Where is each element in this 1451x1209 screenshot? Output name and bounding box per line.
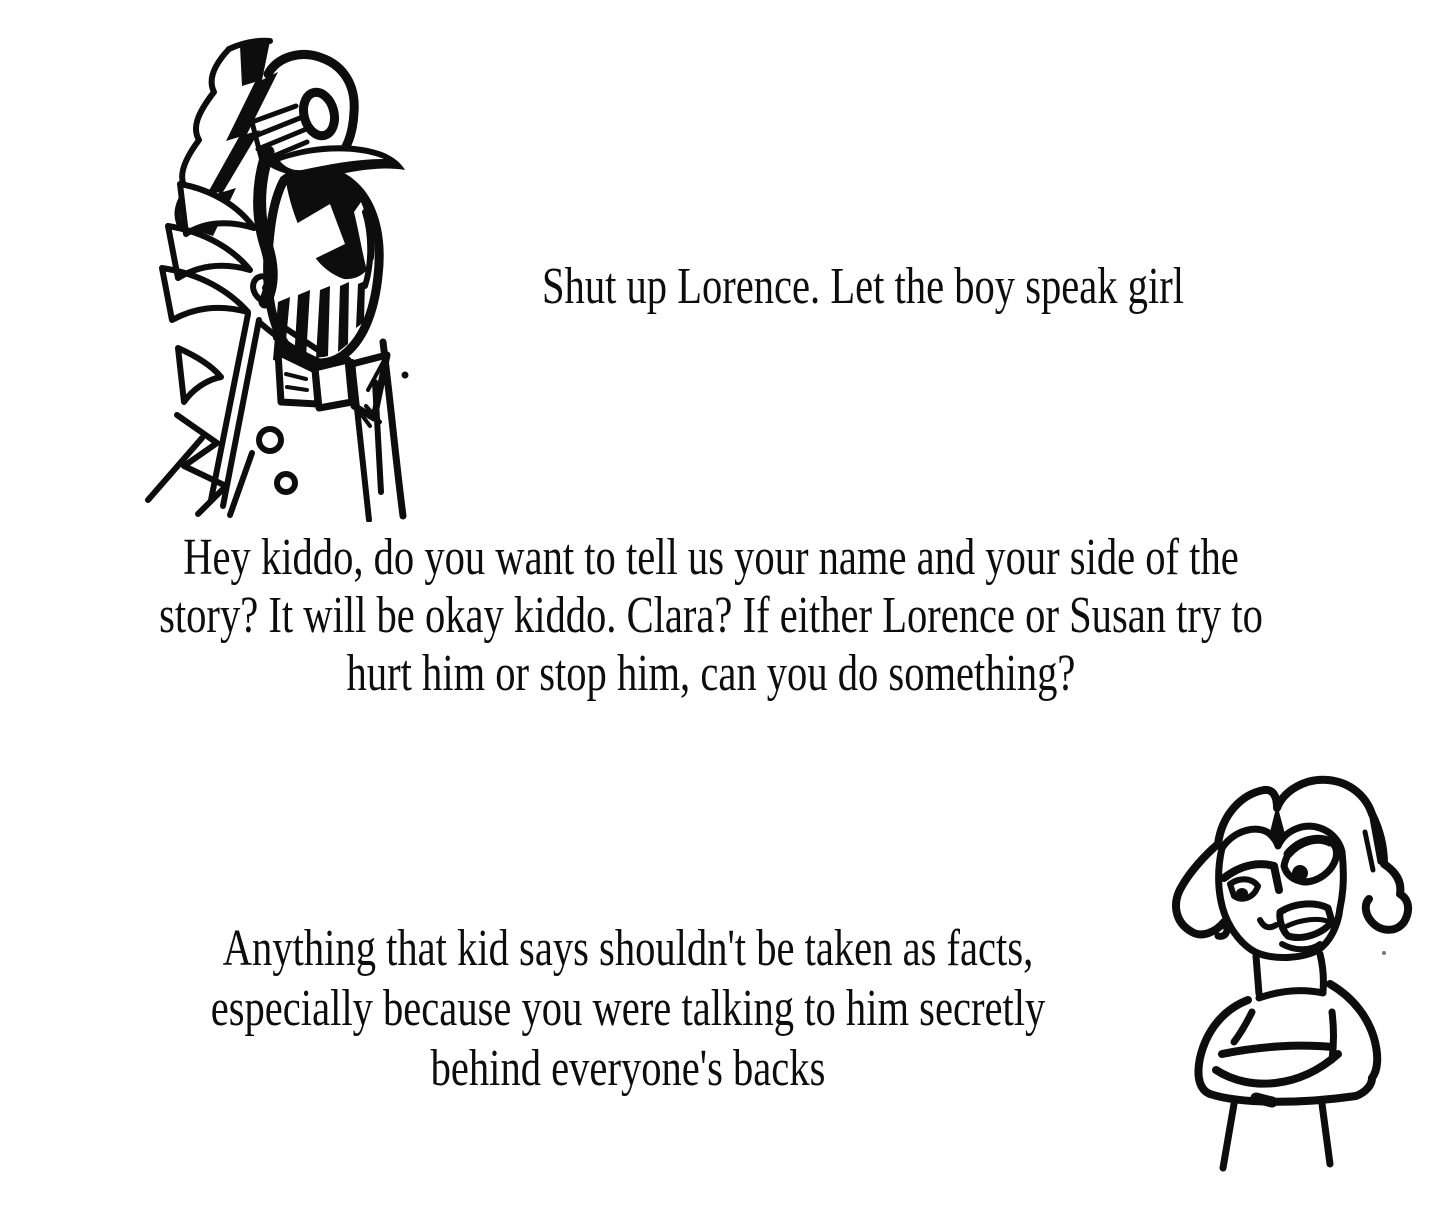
dialogue-line: story? It will be okay kiddo. Clara? If either Lorence or Susan try to: [159, 587, 1263, 644]
bow-knot: [315, 360, 352, 408]
dialogue-block-3: [144, 919, 1111, 1099]
dialogue-line: Hey kiddo, do you want to tell us your name and your side of the: [183, 529, 1239, 586]
jacket-button: [277, 474, 295, 492]
dialogue-line: Shut up Lorence. Let the boy speak girl: [541, 258, 1185, 315]
nose: [1260, 920, 1276, 927]
jacket-button: [259, 429, 281, 451]
dialogue-line: especially because you were talking to him secretly: [210, 980, 1046, 1037]
dialogue-block-2: [71, 529, 1350, 703]
stray-ink-dot: [1382, 951, 1386, 955]
dialogue-line: behind everyone's backs: [430, 1040, 826, 1097]
stray-ink-dot: [402, 372, 409, 379]
dialogue-block-1: [489, 258, 1238, 316]
legs: [1223, 1104, 1330, 1168]
dialogue-line: hurt him or stop him, can you do something?: [346, 645, 1076, 702]
masked-skeletal-figure-drawing: [118, 22, 458, 522]
angry-woman-drawing: [1160, 770, 1451, 1209]
dialogue-line: Anything that kid says shouldn't be taken as facts,: [222, 920, 1034, 977]
